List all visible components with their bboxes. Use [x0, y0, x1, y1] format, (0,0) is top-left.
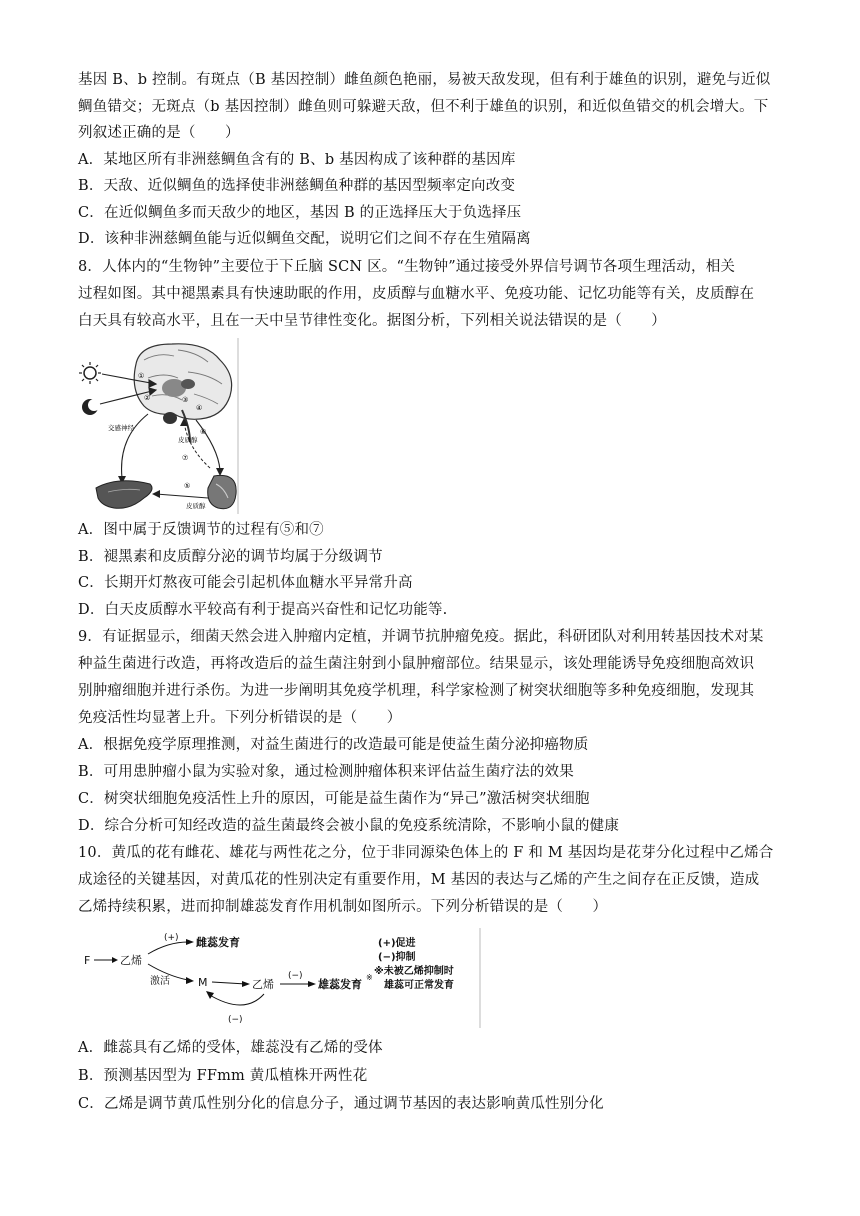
circadian-figure: [78, 338, 240, 514]
option-d: D．该种非洲慈鲷鱼能与近似鲷鱼交配，说明它们之间不存在生殖隔离: [78, 231, 531, 247]
svg-text:F: F: [84, 954, 91, 967]
option-d: D．综合分析可知经改造的益生菌最终会被小鼠的免疫系统清除，不影响小鼠的健康: [78, 818, 620, 834]
option-c: C．树突状细胞免疫活性上升的原因，可能是益生菌作为“异己”激活树突状细胞: [78, 791, 590, 807]
svg-text:交感神经: 交感神经: [108, 424, 134, 432]
svg-text:激活: 激活: [150, 976, 170, 987]
svg-text:M: M: [198, 976, 208, 989]
question-9-text: 免疫活性均显著上升。下列分析错误的是（ ）: [78, 710, 402, 726]
svg-text:雌蕊发育: 雌蕊发育: [196, 936, 240, 949]
option-d: D．白天皮质醇水平较高有利于提高兴奋性和记忆功能等.: [78, 602, 448, 618]
option-a: A．雌蕊具有乙烯的受体，雄蕊没有乙烯的受体: [78, 1040, 383, 1056]
svg-text:⑥: ⑥: [200, 428, 207, 436]
question-8-text: 8．人体内的“生物钟”主要位于下丘脑 SCN 区。“生物钟”通过接受外界信号调节各项生理活动，相关: [78, 259, 736, 275]
svg-text:雄蕊发育: 雄蕊发育: [318, 978, 362, 991]
question-10-text: 成途径的关键基因，对黄瓜花的性别决定有重要作用，M 基因的表达与乙烯的产生之间存在正反馈，造成: [78, 872, 760, 888]
svg-text:雄蕊可正常发育: 雄蕊可正常发育: [384, 980, 454, 991]
svg-text:(−): (−): [288, 971, 303, 981]
question-9-text: 别肿瘤细胞并进行杀伤。为进一步阐明其免疫学机理，科学家检测了树突状细胞等多种免疫细胞，发现其: [78, 683, 755, 699]
svg-text:乙烯: 乙烯: [252, 978, 274, 991]
question-8-text: 过程如图。其中褪黑素具有快速助眠的作用，皮质醇与血糖水平、免疫功能、记忆功能等有关，皮质醇在: [78, 286, 755, 302]
svg-text:(+)促进: (+)促进: [378, 938, 416, 949]
question-10-text: 10．黄瓜的花有雌花、雄花与两性花之分，位于非同源染色体上的 F 和 M 基因均是花芽分化过程中乙烯合: [78, 845, 774, 861]
option-c: C．长期开灯熬夜可能会引起机体血糖水平异常升高: [78, 575, 413, 591]
ethylene-mechanism-figure: [78, 928, 482, 1028]
question-9-text: 9．有证据显示，细菌天然会进入肿瘤内定植，并调节抗肿瘤免疫。据此，科研团队对利用转基因技术对某: [78, 629, 764, 645]
question-10-text: 乙烯持续积累，进而抑制雄蕊发育作用机制如图所示。下列分析错误的是（ ）: [78, 899, 608, 915]
option-b: B．预测基因型为 FFmm 黄瓜植株开两性花: [78, 1068, 368, 1084]
svg-text:④: ④: [196, 404, 203, 412]
svg-text:③: ③: [182, 396, 189, 404]
option-a: A．某地区所有非洲慈鲷鱼含有的 B、b 基因构成了该种群的基因库: [78, 152, 516, 168]
svg-text:乙烯: 乙烯: [120, 954, 142, 967]
svg-text:⑦: ⑦: [182, 454, 189, 462]
liver-drawing: [96, 481, 152, 508]
brain-drawing: [134, 344, 231, 442]
option-c: C．在近似鲷鱼多而天敌少的地区，基因 B 的正选择压大于负选择压: [78, 205, 522, 221]
svg-text:(+): (+): [164, 933, 179, 943]
svg-text:②: ②: [144, 394, 151, 402]
option-a: A．图中属于反馈调节的过程有⑤和⑦: [78, 522, 324, 538]
moon-icon: [82, 399, 100, 415]
sun-icon: [79, 362, 101, 384]
svg-text:①: ①: [138, 372, 145, 380]
svg-text:(−): (−): [228, 1015, 243, 1025]
svg-text:※: ※: [366, 973, 373, 982]
option-a: A．根据免疫学原理推测，对益生菌进行的改造最可能是使益生菌分泌抑癌物质: [78, 737, 589, 753]
svg-text:(−)抑制: (−)抑制: [378, 952, 416, 963]
option-c: C．乙烯是调节黄瓜性别分化的信息分子，通过调节基因的表达影响黄瓜性别分化: [78, 1096, 604, 1112]
adrenal-gland-drawing: [208, 475, 236, 508]
question-8-text: 白天具有较高水平，且在一天中呈节律性变化。据图分析，下列相关说法错误的是（ ）: [78, 313, 666, 329]
svg-text:※未被乙烯抑制时: ※未被乙烯抑制时: [374, 966, 454, 977]
text-line: 基因 B、b 控制。有斑点（B 基因控制）雌鱼颜色艳丽，易被天敌发现，但有利于雄鱼的识别，避免与近似: [78, 72, 771, 88]
svg-text:皮质醇: 皮质醇: [186, 502, 206, 510]
option-b: B．天敌、近似鲷鱼的选择使非洲慈鲷鱼种群的基因型频率定向改变: [78, 178, 516, 194]
text-line: 鲷鱼错交；无斑点（b 基因控制）雌鱼则可躲避天敌，但不利于雄鱼的识别，和近似鱼错交的机会增大。下: [78, 99, 769, 115]
option-b: B．褪黑素和皮质醇分泌的调节均属于分级调节: [78, 549, 383, 565]
svg-text:⑤: ⑤: [184, 482, 191, 490]
svg-text:皮质醇: 皮质醇: [178, 436, 198, 444]
text-line: 列叙述正确的是（ ）: [78, 125, 240, 141]
option-b: B．可用患肿瘤小鼠为实验对象，通过检测肿瘤体积来评估益生菌疗法的效果: [78, 764, 574, 780]
question-9-text: 种益生菌进行改造，再将改造后的益生菌注射到小鼠肿瘤部位。结果显示，该处理能诱导免疫细胞高效识: [78, 656, 755, 672]
